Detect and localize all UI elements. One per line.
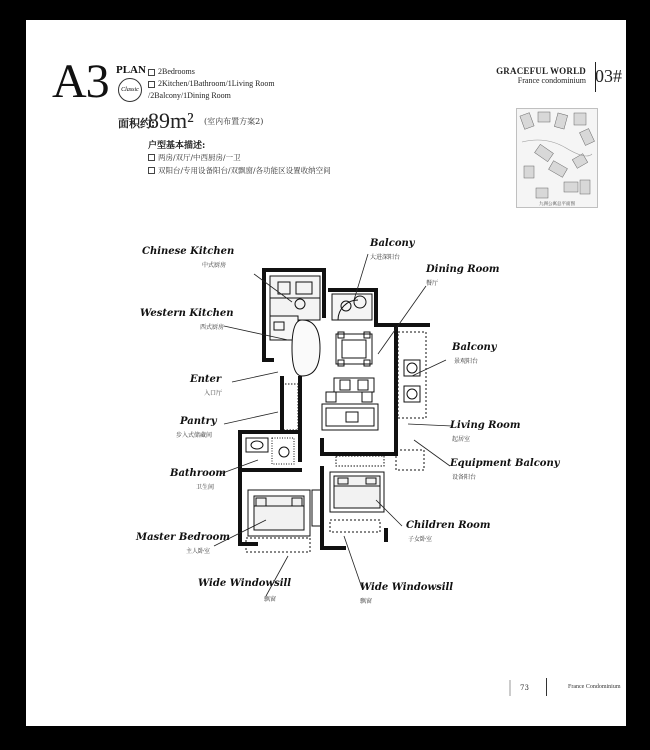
label-balcony-2: Balcony: [452, 342, 497, 353]
brand-name: GRACEFUL WORLD: [496, 66, 586, 76]
brand-subtitle: France condominium: [517, 76, 586, 85]
label-western-kitchen-cn: 西式厨房: [200, 324, 225, 331]
label-pantry: Pantry: [180, 416, 217, 427]
area-note: (室内布置方案2): [204, 117, 264, 126]
area-value: 89m²: [148, 108, 194, 133]
footer-label: France Condominium: [568, 684, 621, 690]
footer-divider: [546, 678, 547, 696]
plan-word: PLAN: [116, 64, 146, 76]
label-master-bedroom: Master Bedroom: [136, 532, 230, 543]
keyplan-caption: 九洲公寓总平面图: [539, 202, 575, 207]
label-enter-cn: 入口厅: [204, 390, 223, 397]
label-equipment-balcony-cn: 设备阳台: [452, 474, 477, 481]
page-number: 73: [520, 684, 529, 692]
label-balcony-1-cn: 大进深阳台: [370, 254, 401, 261]
label-children-room: Children Room: [406, 520, 491, 531]
spec-text: 2Kitchen/1Bathroom/1Living Room: [158, 79, 275, 88]
label-living-room-cn: 起居室: [452, 436, 471, 443]
label-dining-room-cn: 餐厅: [426, 280, 439, 287]
label-bathroom-cn: 卫生间: [196, 484, 215, 491]
label-chinese-kitchen-cn: 中式厨房: [202, 262, 227, 269]
classic-badge: Classic: [118, 78, 142, 102]
label-dining-room: Dining Room: [426, 264, 500, 275]
label-equipment-balcony: Equipment Balcony: [450, 458, 560, 469]
label-pantry-cn: 步入式储藏间: [176, 432, 213, 439]
plan-code: A3: [52, 55, 109, 108]
feature-text: 双阳台/专用设备阳台/双飘窗/各功能区设置收纳空间: [158, 166, 331, 175]
label-wide-windowsill-2: Wide Windowsill: [360, 582, 454, 593]
spec-text: 2Bedrooms: [158, 67, 195, 76]
features-title: 户型基本描述:: [148, 141, 206, 151]
label-balcony-1: Balcony: [370, 238, 415, 249]
area-label: 面积约:: [118, 117, 156, 130]
label-living-room: Living Room: [450, 420, 521, 431]
spec-text: /2Balcony/1Dining Room: [148, 91, 231, 100]
label-master-bedroom-cn: 主人卧室: [186, 548, 211, 555]
label-wide-windowsill-1: Wide Windowsill: [198, 578, 292, 589]
label-wide-windowsill-1-cn: 飘窗: [264, 596, 277, 603]
floor-plan-drawing: [26, 20, 626, 726]
label-bathroom: Bathroom: [170, 468, 227, 479]
label-children-room-cn: 子女卧室: [408, 536, 433, 543]
label-western-kitchen: Western Kitchen: [140, 308, 234, 319]
feature-text: 两房/双厅/中西厨房/一卫: [158, 153, 241, 162]
label-wide-windowsill-2-cn: 飘窗: [360, 598, 373, 605]
brochure-page: [26, 20, 626, 726]
label-chinese-kitchen: Chinese Kitchen: [142, 246, 235, 257]
label-enter: Enter: [190, 374, 222, 385]
building-number: 03#: [595, 66, 622, 86]
label-balcony-2-cn: 景观阳台: [454, 358, 479, 365]
